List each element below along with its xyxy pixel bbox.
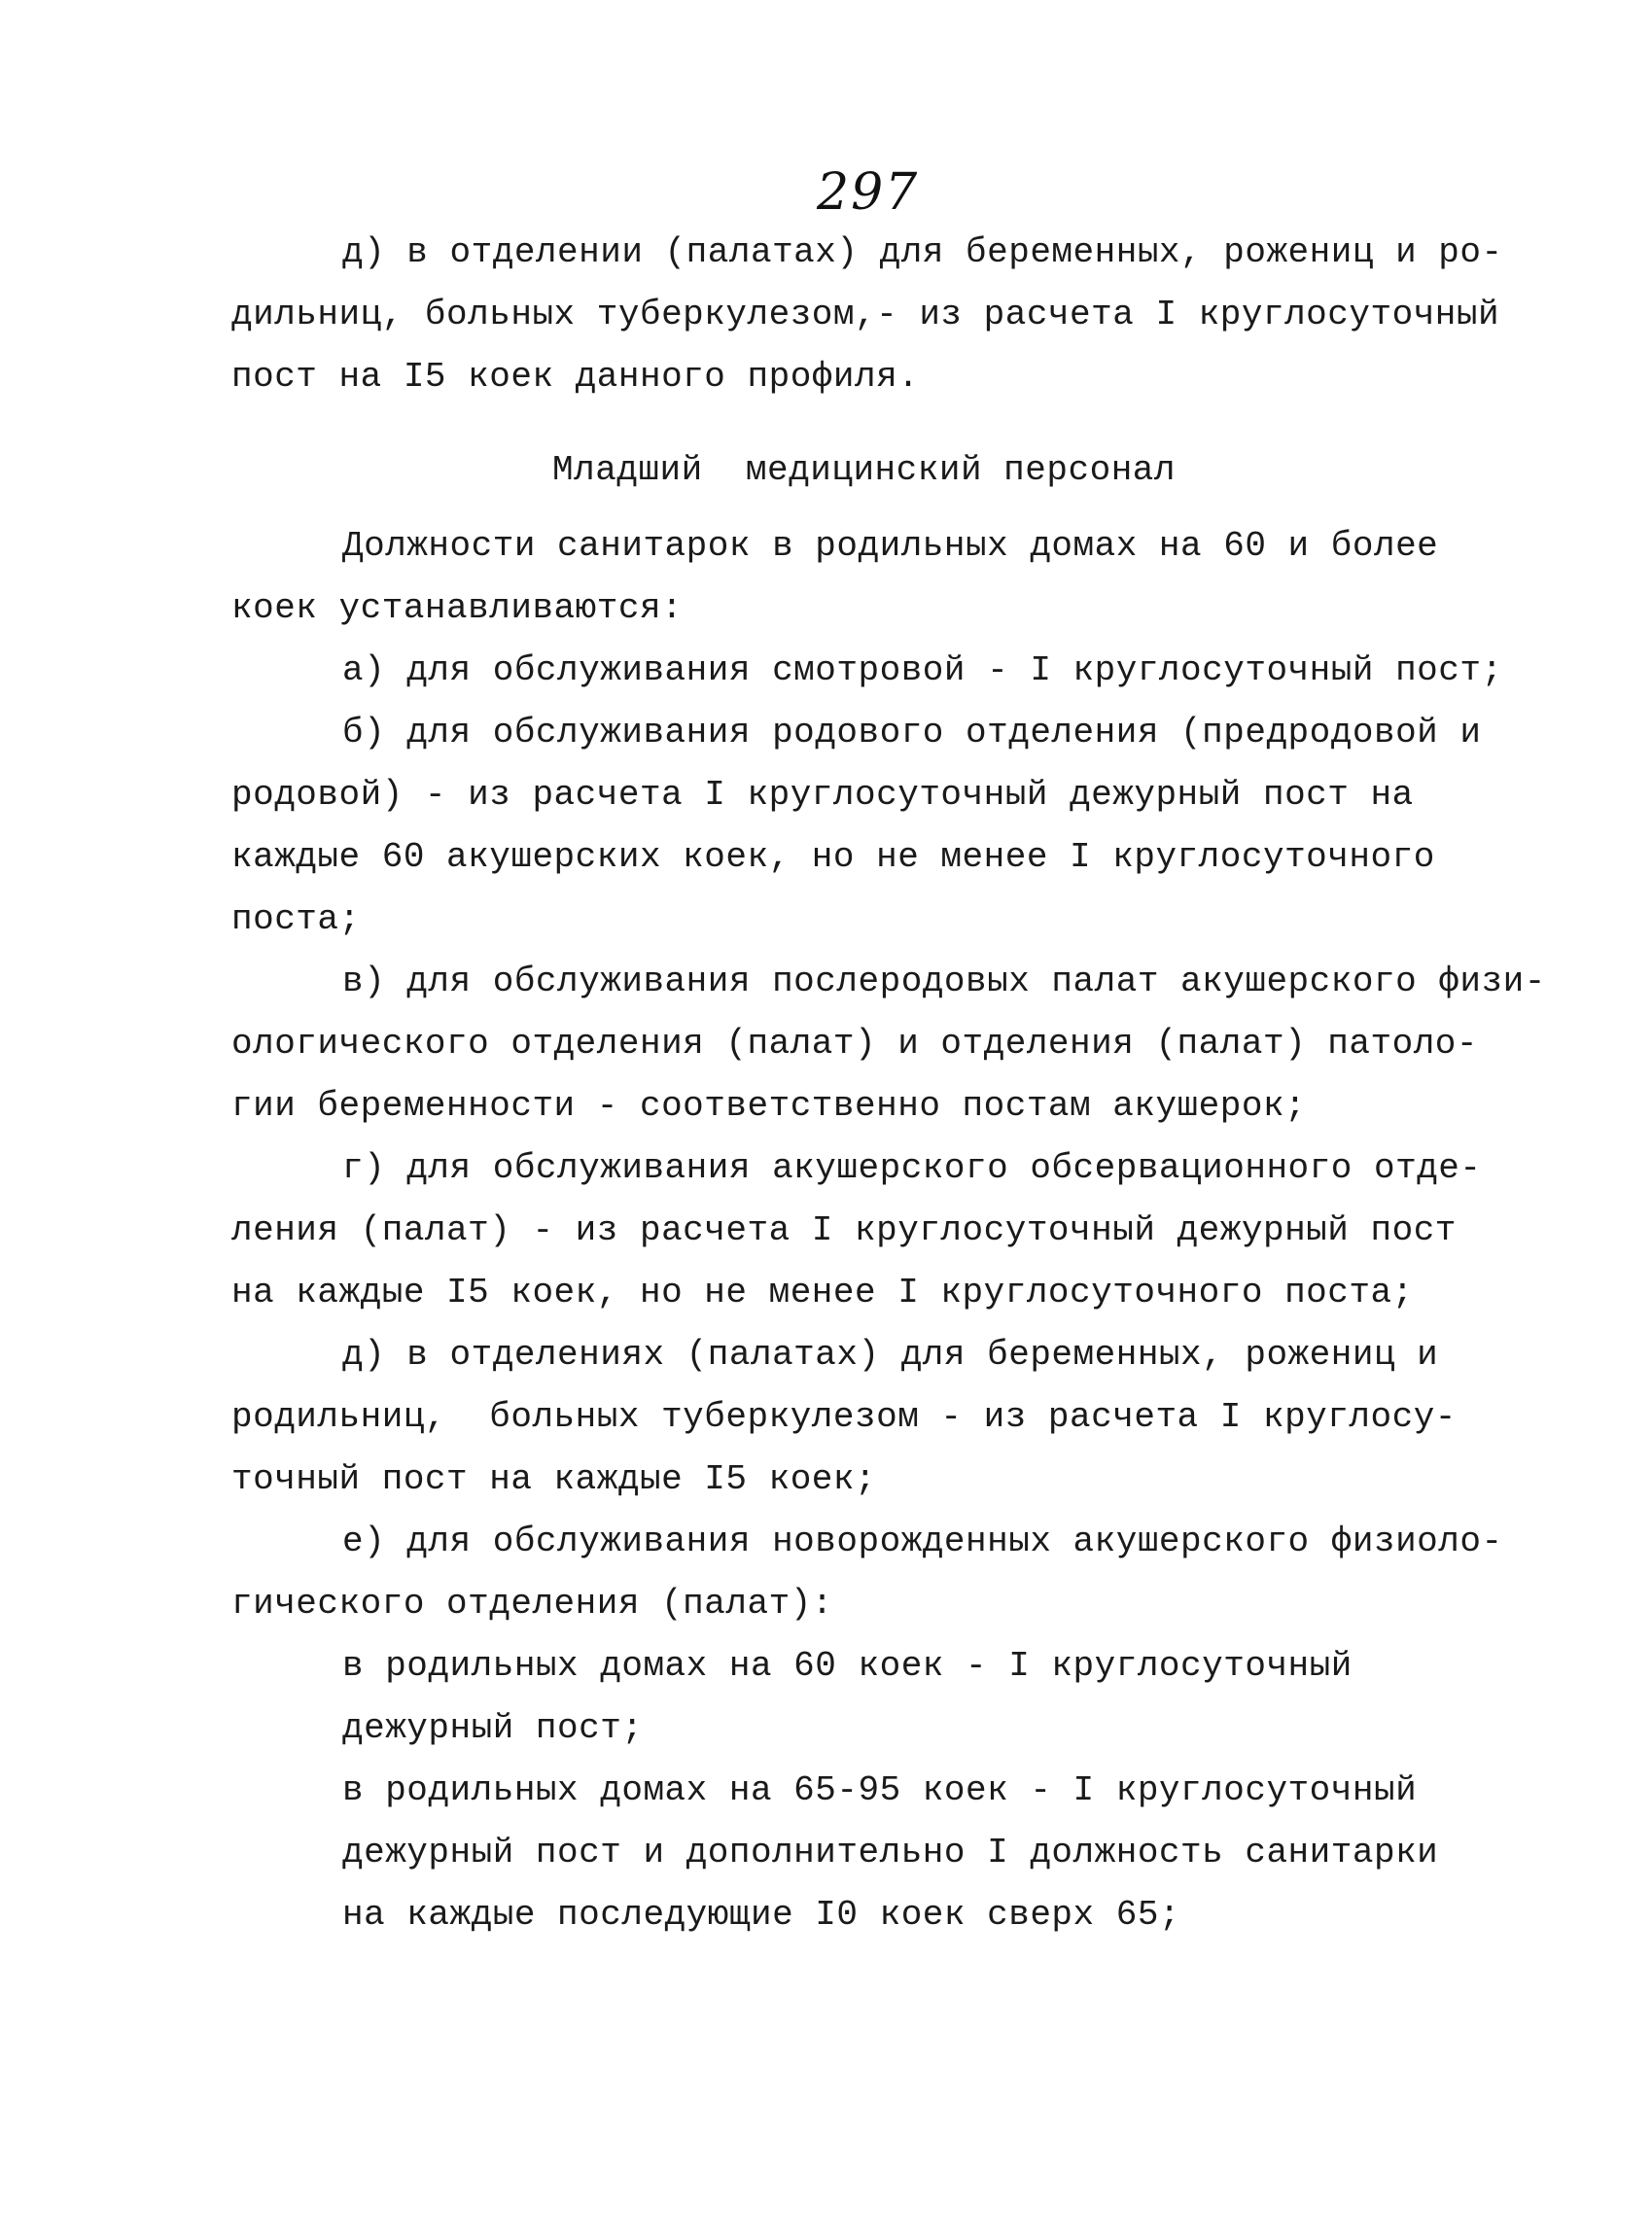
body-line-18: гического отделения (палат): (231, 1584, 833, 1624)
body-line-1: Должности санитарок в родильных домах на 60 и более (342, 526, 1439, 566)
body-line-14: д) в отделениях (палатах) для беременных, рожениц и (342, 1335, 1439, 1375)
body-line-15: родильниц, больных туберкулезом - из расчета I круглосу- (231, 1397, 1457, 1437)
intro-line-2: дильниц, больных туберкулезом,- из расчета I круглосуточный (231, 295, 1500, 334)
intro-line-1: д) в отделении (палатах) для беременных, рожениц и ро- (342, 232, 1503, 272)
section-title: Младший медицинский персонал (552, 450, 1177, 490)
body-line-13: на каждые I5 коек, но не менее I круглосуточного поста; (231, 1273, 1414, 1312)
body-line-9: ологического отделения (палат) и отделения (палат) патоло- (231, 1024, 1479, 1064)
body-line-8: в) для обслуживания послеродовых палат акушерского физи- (342, 962, 1546, 1001)
body-line-16: точный пост на каждые I5 коек; (231, 1459, 877, 1499)
body-line-4: б) для обслуживания родового отделения (предродовой и (342, 713, 1482, 752)
body-line-10: гии беременности - соответственно постам акушерок; (231, 1086, 1307, 1126)
body-line-22: дежурный пост и дополнительно I должность санитарки (342, 1833, 1439, 1872)
body-line-11: г) для обслуживания акушерского обсервационного отде- (342, 1148, 1482, 1188)
body-line-6: каждые 60 акушерских коек, но не менее I круглосуточного (231, 837, 1435, 877)
intro-line-3: пост на I5 коек данного профиля. (231, 357, 920, 397)
body-line-20: дежурный пост; (342, 1708, 644, 1748)
body-line-21: в родильных домах на 65-95 коек - I круглосуточный (342, 1770, 1418, 1810)
page-number: 297 (817, 163, 920, 222)
body-line-19: в родильных домах на 60 коек - I круглосуточный (342, 1646, 1353, 1686)
body-line-3: а) для обслуживания смотровой - I круглосуточный пост; (342, 650, 1503, 690)
body-line-23: на каждые последующие I0 коек сверх 65; (342, 1895, 1181, 1935)
body-line-2: коек устанавливаются: (231, 588, 684, 628)
body-line-5: родовой) - из расчета I круглосуточный дежурный пост на (231, 775, 1414, 815)
body-line-17: е) для обслуживания новорожденных акушерского физиоло- (342, 1522, 1503, 1561)
body-line-12: ления (палат) - из расчета I круглосуточный дежурный пост (231, 1210, 1457, 1250)
body-line-7: поста; (231, 899, 361, 939)
